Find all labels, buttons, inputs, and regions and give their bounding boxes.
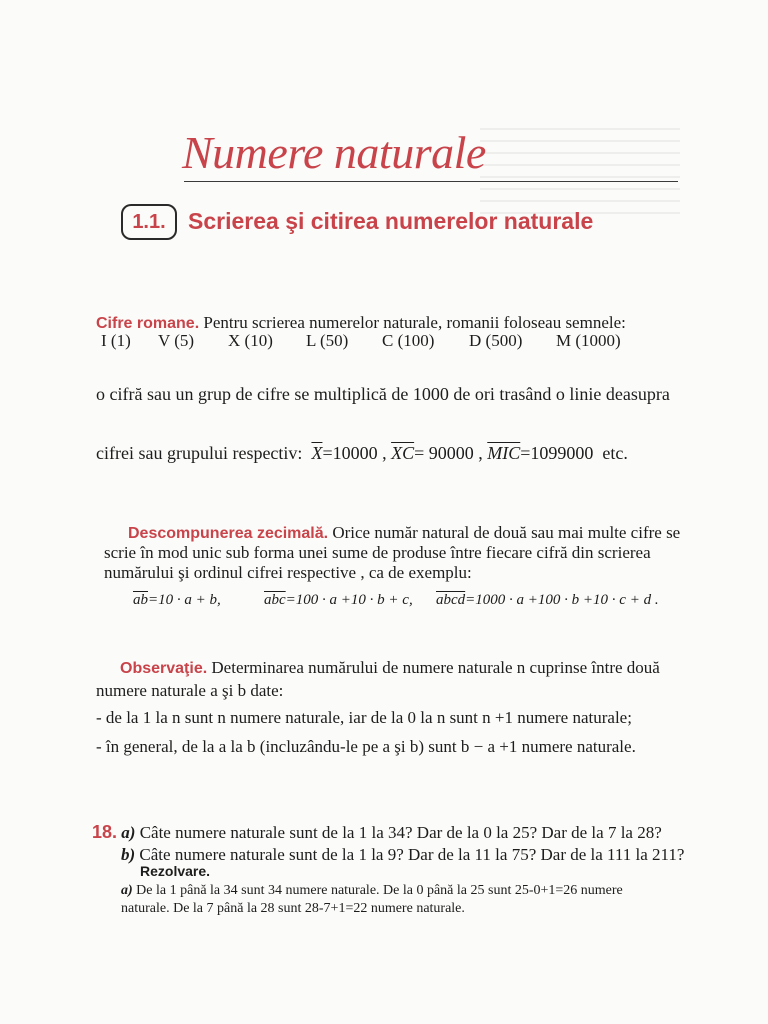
exercise-b-text: Câte numere naturale sunt de la 1 la 9? Dar de la 11 la 75? Dar de la 111 la 211? — [139, 845, 685, 864]
decomp-formula-abcd — [436, 592, 659, 609]
roman-example-value: =10000 , — [322, 443, 387, 463]
obs-lead: Observaţie. — [120, 660, 208, 677]
roman-example-etc: etc. — [602, 443, 628, 463]
roman-example-symbol: $\overline{X}$ — [311, 443, 323, 463]
roman-multiply-text: o cifră sau un grup de cifre se multiplică de 1000 de ori trasând o linie deasupra — [96, 384, 670, 404]
roman-lead: Cifre romane. — [96, 315, 200, 332]
obs-bullet-1: - de la 1 la n sunt n numere naturale, iar de la 0 la n sunt n +1 numere naturale; — [96, 708, 632, 727]
roman-text: Pentru scrierea numerelor naturale, romanii foloseau semnele: — [203, 313, 626, 332]
exercise-line-b — [121, 845, 684, 865]
obs-bullet-2: - în general, de la a la b (incluzându-le pe a şi b) sunt b − a +1 numere naturale. — [96, 737, 636, 756]
roman-example-value: = 90000 , — [414, 443, 483, 463]
decomp-formula-ab — [133, 592, 221, 609]
roman-example-symbol: $\overline{XC}$ — [391, 443, 415, 463]
decomp-line-3: numărului şi ordinul cifrei respective , ca de exemplu: — [104, 563, 472, 582]
exercise-a-text: Câte numere naturale sunt de la 1 la 34? Dar de la 0 la 25? Dar de la 7 la 28? — [139, 823, 662, 842]
formula-rhs: =10 · a + b, — [148, 592, 221, 608]
roman-numeral-x: X (10) — [228, 331, 273, 350]
solution-label: Rezolvare. — [140, 863, 211, 879]
decomp-formula-abc — [264, 592, 413, 609]
formula-lhs: $\overline{ab}$ — [133, 592, 148, 608]
decomp-text-1: Orice număr natural de două sau mai multe cifre se — [332, 523, 681, 542]
formula-rhs: =1000 · a +100 · b +10 · c + d . — [465, 592, 659, 608]
roman-numeral-c: C (100) — [382, 331, 435, 350]
section-title: Scrierea şi citirea numerelor naturale — [188, 208, 594, 234]
exercise-b-label: b) — [121, 845, 136, 864]
roman-numeral-v: V (5) — [158, 331, 195, 350]
obs-line-2: numere naturale a şi b date: — [96, 681, 284, 700]
obs-text-1: Determinarea numărului de numere naturale n cuprinse între două — [211, 658, 660, 677]
formula-rhs: =100 · a +10 · b + c, — [285, 592, 413, 608]
solution-a-line-2: naturale. De la 7 până la 28 sunt 28-7+1=22 numere naturale. — [121, 901, 465, 916]
page-bleed-through — [480, 128, 680, 218]
roman-example-value: =1099000 — [520, 443, 594, 463]
decomp-line-2: scrie în mod unic sub forma unei sume de produse între fiecare cifră din scrierea — [104, 543, 651, 562]
solution-a-line-1 — [121, 883, 623, 899]
exercise-number: 18. — [92, 822, 118, 842]
roman-paragraph — [96, 313, 626, 333]
decomp-line-1 — [128, 523, 680, 543]
formula-lhs: $\overline{abc}$ — [264, 592, 286, 608]
roman-examples-line — [96, 443, 628, 464]
roman-example-prefix: cifrei sau grupului respectiv: — [96, 443, 303, 463]
roman-numeral-i: I (1) — [101, 331, 131, 350]
roman-numeral-d: D (500) — [469, 331, 523, 350]
solution-a-label: a) — [121, 883, 133, 898]
decomp-lead: Descompunerea zecimală. — [128, 525, 329, 542]
roman-numeral-m: M (1000) — [556, 331, 621, 350]
title-underline — [184, 181, 678, 182]
roman-numeral-l: L (50) — [306, 331, 349, 350]
exercise-line-a — [92, 822, 662, 843]
roman-example-symbol: $\overline{MIC}$ — [487, 443, 521, 463]
exercise-a-label: a) — [121, 823, 136, 842]
solution-a-text-1: De la 1 până la 34 sunt 34 numere naturale. De la 0 până la 25 sunt 25-0+1=26 numere — [136, 883, 623, 898]
formula-lhs: abcd — [436, 592, 466, 608]
chapter-title: Numere naturale — [182, 127, 486, 178]
section-number: 1.1. — [121, 204, 177, 240]
obs-line-1 — [120, 658, 660, 678]
